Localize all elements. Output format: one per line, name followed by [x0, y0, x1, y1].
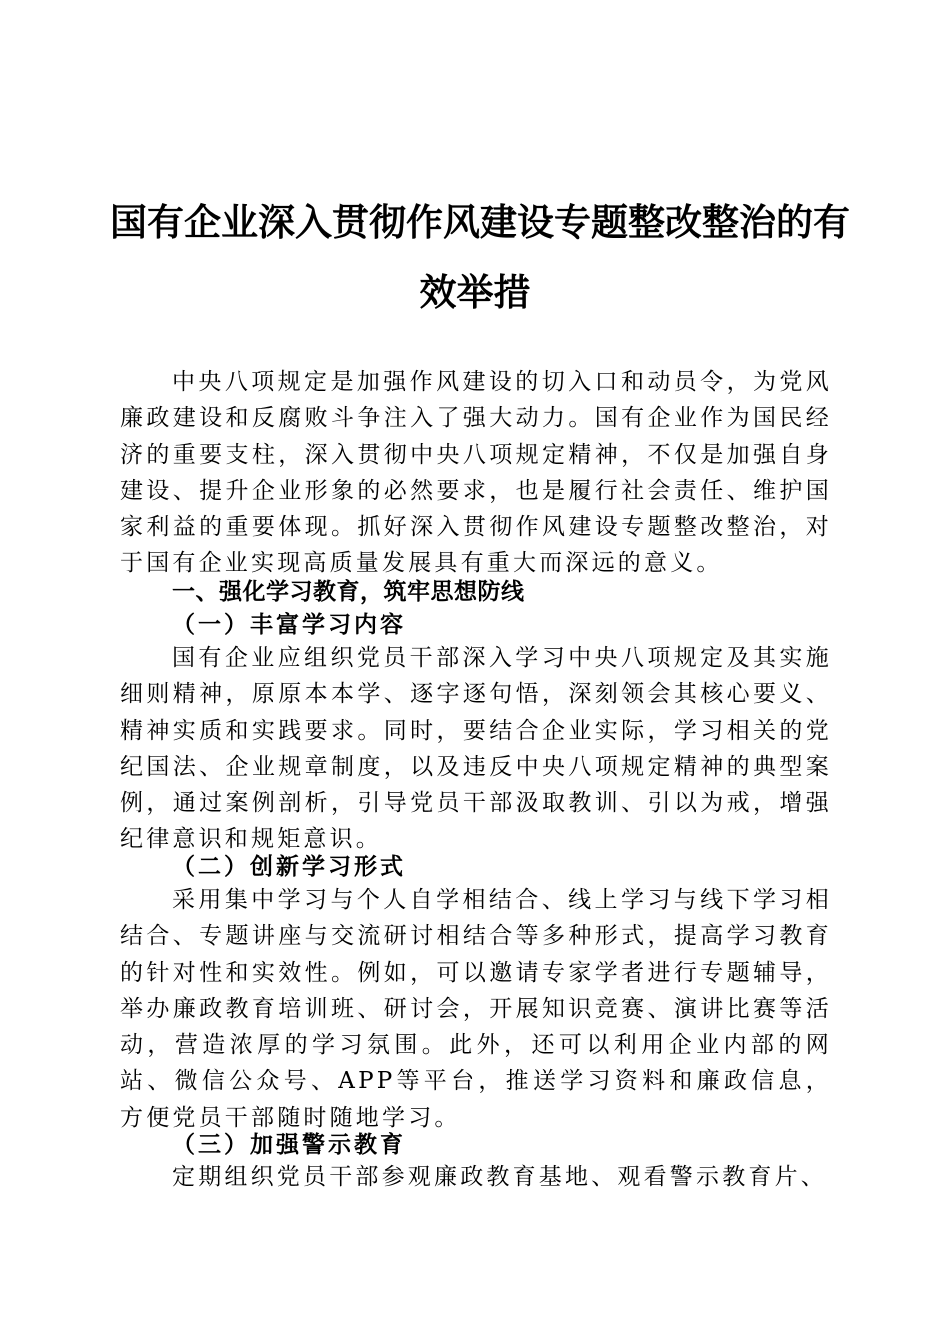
- subsection-2-heading: （二）创新学习形式: [172, 853, 406, 880]
- subsection-3-heading: （三）加强警示教育: [172, 1131, 406, 1158]
- subsection-1-heading: （一）丰富学习内容: [172, 611, 406, 638]
- subsection-1-paragraph: 国有企业应组织党员干部深入学习中央八项规定及其实施细则精神，原原本本学、逐字逐句悟，深刻领会其核心要义、精神实质和实践要求。同时，要结合企业实际，学习相关的党纪国法、企业规章制度，以及违反中央八项规定精神的典型案例，通过案例剖析，引导党员干部汲取教训、引以为戒，增强纪律意识和规矩意识。: [120, 645, 832, 853]
- subsection-2-paragraph: 采用集中学习与个人自学相结合、线上学习与线下学习相结合、专题讲座与交流研讨相结合等多种形式，提高学习教育的针对性和实效性。例如，可以邀请专家学者进行专题辅导，举办廉政教育培训班、研讨会，开展知识竞赛、演讲比赛等活动，营造浓厚的学习氛围。此外，还可以利用企业内部的网站、微信公众号、APP等平台，推送学习资料和廉政信息，方便党员干部随时随地学习。: [120, 887, 832, 1131]
- document-title-line-1: 国有企业深入贯彻作风建设专题整改整治的有: [110, 200, 850, 244]
- intro-paragraph: 中央八项规定是加强作风建设的切入口和动员令，为党风廉政建设和反腐败斗争注入了强大动力。国有企业作为国民经济的重要支柱，深入贯彻中央八项规定精神，不仅是加强自身建设、提升企业形象的必然要求，也是履行社会责任、维护国家利益的重要体现。抓好深入贯彻作风建设专题整改整治，对于国有企业实现高质量发展具有重大而深远的意义。: [120, 369, 832, 577]
- section-1-heading: 一、强化学习教育，筑牢思想防线: [172, 579, 525, 605]
- subsection-3-paragraph: 定期组织党员干部参观廉政教育基地、观看警示教育片、: [172, 1164, 827, 1190]
- document-title-line-2: 效举措: [419, 270, 531, 314]
